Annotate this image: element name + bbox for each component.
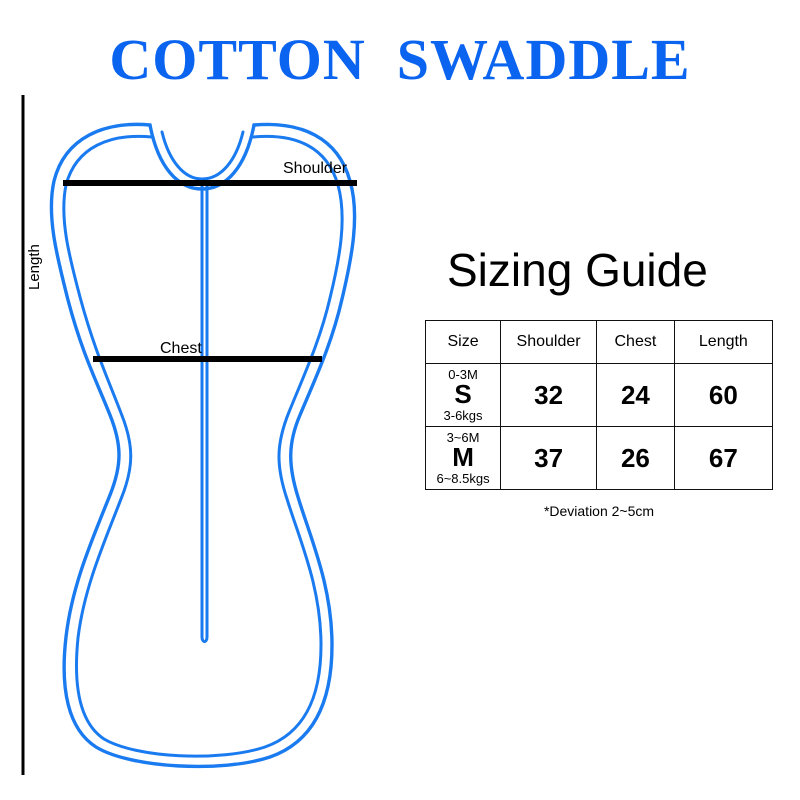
length-value: 60 [674,364,772,427]
size-letter: M [452,442,474,473]
page-title: COTTON SWADDLE [109,27,691,92]
size-cell [426,427,501,490]
garment-diagram [10,85,430,785]
table-row [426,364,773,427]
size-cell [426,364,501,427]
chest-label: Chest [160,340,202,357]
column-header-shoulder: Shoulder [501,321,597,364]
size-age: 0-3M [448,366,478,382]
chest-value: 26 [597,427,675,490]
sizing-guide-heading: Sizing Guide [447,244,708,296]
size-age: 3~6M [446,429,480,445]
size-weight: 6~8.5kgs [436,470,490,486]
table-header-row [426,321,773,364]
table-row [426,427,773,490]
length-value: 67 [674,427,772,490]
shoulder-label: Shoulder [283,160,348,177]
length-label: Length [26,244,43,290]
size-letter: S [454,379,472,410]
shoulder-value: 37 [501,427,597,490]
shoulder-value: 32 [501,364,597,427]
size-table [425,320,773,490]
column-header-length: Length [674,321,772,364]
column-header-size: Size [426,321,501,364]
deviation-note: *Deviation 2~5cm [543,503,655,519]
column-header-chest: Chest [597,321,675,364]
chest-value: 24 [597,364,675,427]
size-weight: 3-6kgs [443,407,483,423]
swaddle-outline-svg [10,85,430,785]
